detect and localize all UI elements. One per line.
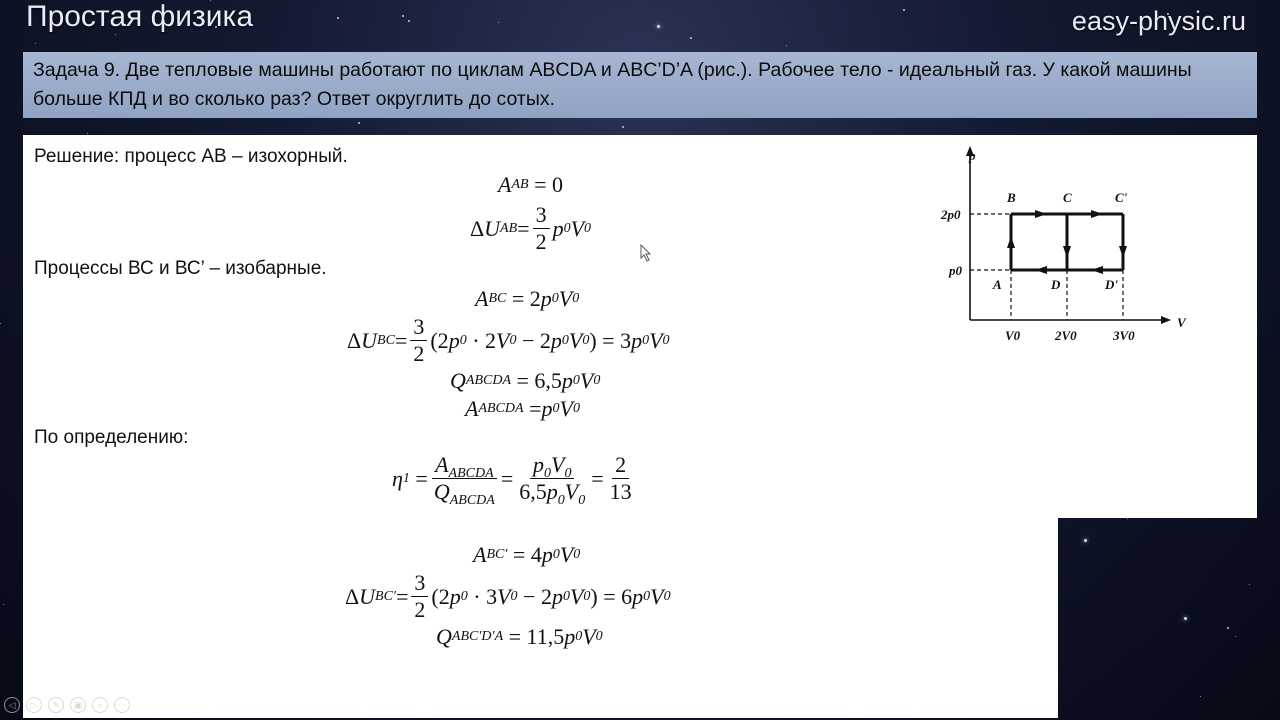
slides-icon[interactable]: ▣ [70, 697, 86, 713]
isobaric-heading: Процессы ВС и ВС’ – изобарные. [34, 258, 327, 279]
star [408, 20, 410, 22]
arrow-cc-prime [1091, 210, 1103, 218]
star [115, 34, 116, 35]
star [1227, 627, 1229, 629]
point-d-prime: D' [1105, 277, 1118, 292]
point-c-prime: C' [1115, 190, 1128, 205]
star [786, 45, 787, 46]
star [903, 9, 905, 11]
previous-slide-icon[interactable]: ◁ [4, 697, 20, 713]
tick-p0: p0 [949, 263, 962, 278]
arrow-ab [1007, 236, 1015, 248]
star [1200, 696, 1201, 697]
tick-2v0: 2V0 [1055, 328, 1077, 343]
pen-icon[interactable]: ✎ [48, 697, 64, 713]
site-name: easy-physic.ru [1071, 6, 1246, 36]
zoom-icon[interactable]: ⌕ [92, 697, 108, 713]
star [1235, 636, 1236, 637]
pv-diagram [935, 140, 1205, 355]
arrow-c-prime-d-prime [1119, 246, 1127, 258]
x-axis-arrow [1161, 316, 1171, 324]
presentation-controls [4, 697, 130, 713]
solution-intro: Решение: процесс АВ – изохорный. [34, 146, 348, 167]
formula-du-ab: Δ U AB = $\frac{3}{2}$ p 0 V 0 [470, 202, 592, 254]
star [1084, 539, 1087, 542]
star [87, 133, 88, 134]
point-c: C [1063, 190, 1072, 205]
arrow-d-prime-d [1091, 266, 1103, 274]
y-axis-label: p [969, 148, 976, 163]
point-a: A [993, 277, 1002, 292]
tick-v0: V0 [1005, 328, 1021, 343]
task-statement: Задача 9. Две тепловые машины работают по циклам ABCDA и ABC’D’A (рис.). Рабочее тело - идеальный газ. У какой машины больше КПД и во сколько раз? Ответ округлить до сотых. [23, 52, 1257, 118]
arrow-bc [1035, 210, 1047, 218]
star [402, 15, 404, 17]
star [622, 126, 624, 128]
star [1249, 584, 1250, 585]
star [690, 37, 692, 39]
star [1184, 617, 1187, 620]
formula-du-bc: Δ U BC = $\frac{3}{2}$ (2 p 0 · 2 V 0 − 2 p 0 V 0 ) = 3 p 0 V 0 [347, 314, 670, 366]
tick-3v0: 3V0 [1113, 328, 1135, 343]
formula-efficiency-1: η 1 = $\frac{A_{ABCDA}}{Q_{ABCDA}}$ = $\frac{p_0V_0}{6,5p_0V_0}$ = $\frac{2}{13}$ [392, 452, 632, 508]
x-axis-label: V [1177, 315, 1186, 330]
star [358, 122, 360, 124]
formula-work-abcda: A ABCDA = p 0 V 0 [465, 396, 580, 421]
next-slide-icon[interactable]: ▷ [26, 697, 42, 713]
definition-heading: По определению: [34, 427, 189, 448]
star [1127, 518, 1128, 519]
formula-heat-abcda: Q ABCDA = 6,5 p 0 V 0 [450, 368, 601, 393]
formula-work-bc: A BC = 2 p 0 V 0 [475, 286, 580, 311]
star [35, 43, 36, 44]
tick-2p0: 2p0 [941, 207, 961, 222]
formula-work-ab: A AB = 0 [498, 172, 563, 197]
star [3, 604, 4, 605]
formula-du-bc-prime: Δ U BC′ = $\frac{3}{2}$ (2 p 0 · 3 V 0 − 2 p 0 V 0 ) = 6 p 0 V 0 [345, 570, 671, 622]
arrow-cd [1063, 246, 1071, 258]
more-options-icon[interactable]: ⋯ [114, 697, 130, 713]
point-d: D [1051, 277, 1061, 292]
point-b: B [1007, 190, 1016, 205]
star [657, 25, 660, 28]
star [337, 17, 339, 19]
formula-work-bc-prime: A BC′ = 4 p 0 V 0 [473, 542, 581, 567]
formula-heat-abcda-prime: Q ABC′D′A = 11,5 p 0 V 0 [436, 624, 603, 649]
star [0, 323, 1, 324]
page-title: Простая физика [26, 0, 254, 33]
arrow-da [1035, 266, 1047, 274]
mouse-cursor-icon [640, 244, 652, 262]
star [498, 22, 499, 23]
